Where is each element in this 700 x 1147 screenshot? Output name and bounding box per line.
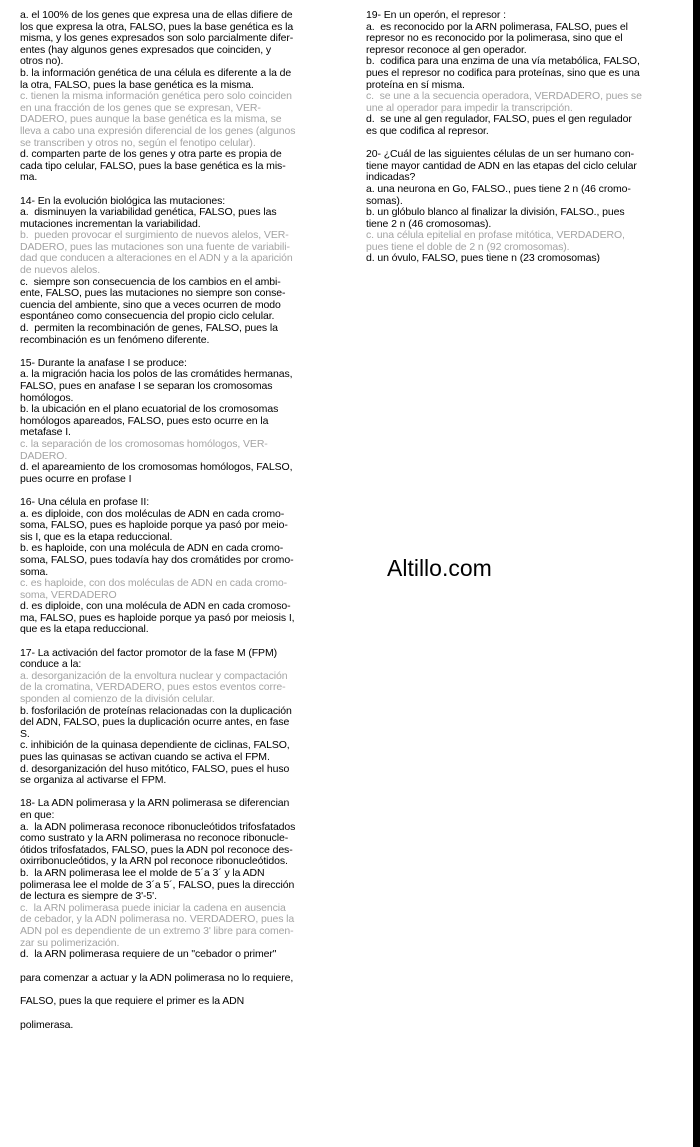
answer-option-line: soma, FALSO, pues todavía hay dos cromátides por cromo- xyxy=(20,553,294,566)
answer-continuation-line: FALSO, pues la que requiere el primer es la ADN xyxy=(20,995,245,1008)
answer-option-line: somas). xyxy=(366,194,403,207)
answer-option-line: d. desorganización del huso mitótico, FALSO, pues el huso xyxy=(20,762,290,775)
question-text-line: conduce a la: xyxy=(20,658,82,671)
question-text xyxy=(20,497,334,509)
answer-option-line: d. se une al gen regulador, FALSO, pues el gen regulador xyxy=(366,113,632,126)
answer-option-line: en una fracción de los genes que se expresan, VER- xyxy=(20,101,261,114)
answer-continuation-line: polimerasa. xyxy=(20,1018,74,1031)
answer-option-line: homólogos apareados, FALSO, pues esto ocurre en la xyxy=(20,414,269,427)
answer-option-line: d. comparten parte de los genes y otra parte es propia de xyxy=(20,148,282,161)
answer-option xyxy=(20,543,334,578)
answer-option xyxy=(366,22,680,57)
answer-option-line: soma, VERDADERO xyxy=(20,588,117,601)
answer-option-line: b. es haploide, con una molécula de ADN en cada cromo- xyxy=(20,542,284,555)
question-text-line: 18- La ADN polimerasa y la ARN polimerasa se diferencian xyxy=(20,797,290,810)
answer-option-line: zar su polimerización. xyxy=(20,936,120,949)
answer-option xyxy=(20,404,334,439)
answer-option-line: b. la información genética de una célula es diferente a la de xyxy=(20,66,292,79)
answer-option xyxy=(366,230,680,253)
answer-option-line: b. fosforilación de proteínas relacionadas con la duplicación xyxy=(20,704,292,717)
left-column xyxy=(20,10,334,1031)
answer-option-line: pues ocurre en profase I xyxy=(20,472,132,485)
answer-option xyxy=(20,578,334,601)
answer-option-line: a. la ADN polimerasa reconoce ribonucleótidos trifosfatados xyxy=(20,820,296,833)
answer-option-line: c. la separación de los cromosomas homólogos, VER- xyxy=(20,437,268,450)
answer-option-line: a. desorganización de la envoltura nuclear y compactación xyxy=(20,669,288,682)
answer-option-line: sis I, que es la etapa reduccional. xyxy=(20,530,173,543)
watermark-text: Altillo.com xyxy=(387,555,492,581)
answer-option-line: soma, FALSO, pues es haploide porque ya pasó por meio- xyxy=(20,519,288,532)
answer-option xyxy=(20,68,334,91)
answer-option-line: c. se une a la secuencia operadora, VERDADERO, pues se xyxy=(366,90,642,103)
answer-option-line: c. es haploide, con dos moléculas de ADN en cada cromo- xyxy=(20,577,288,590)
answer-option xyxy=(366,253,680,265)
question-text-line: en que: xyxy=(20,808,55,821)
answer-option-line: b. un glóbulo blanco al finalizar la división, FALSO., pues xyxy=(366,206,625,219)
answer-option-line: mutaciones incrementan la variabilidad. xyxy=(20,217,201,230)
answer-option-line: los que expresa la otra, FALSO, pues la base genética es la xyxy=(20,20,294,33)
answer-option-line: FALSO, pues en anafase I se separan los cromosomas xyxy=(20,380,273,392)
answer-option-line: sponden al comienzo de la división celular. xyxy=(20,693,215,706)
answer-option-line: c. siempre son consecuencia de los cambios en el ambi- xyxy=(20,275,281,288)
answer-option-line: de lectura es siempre de 3'-5'. xyxy=(20,890,157,903)
question-15 xyxy=(20,358,334,486)
answer-option-line: tiene 2 n (46 cromosomas). xyxy=(366,217,492,230)
right-edge-bar xyxy=(693,0,700,1147)
question-text xyxy=(20,798,334,821)
answer-option xyxy=(20,764,334,787)
question-text-line: 17- La activación del factor promotor de la fase M (FPM) xyxy=(20,646,278,659)
answer-option xyxy=(20,207,334,230)
answer-option-line: que es la etapa reduccional. xyxy=(20,623,149,636)
answer-option-line: cada tipo celular, FALSO, pues la base genética es la mis- xyxy=(20,159,286,172)
answer-option-line: se organiza al activarse el FPM. xyxy=(20,774,167,787)
answer-option-line: d. la ARN polimerasa requiere de un "cebador o primer" xyxy=(20,948,277,961)
answer-option xyxy=(366,184,680,207)
answer-option-line: c. inhibición de la quinasa dependiente de ciclinas, FALSO, xyxy=(20,739,290,752)
answer-option xyxy=(20,462,334,485)
answer-option-line: como sustrato y la ARN polimerasa no reconoce ribonucle- xyxy=(20,832,289,845)
question-text xyxy=(366,10,680,22)
answer-option xyxy=(20,149,334,184)
answer-option-line: d. permiten la recombinación de genes, FALSO, pues la xyxy=(20,322,278,335)
answer-option-line: b. la ARN polimerasa lee el molde de 5´a 3´ y la ADN xyxy=(20,866,265,879)
answer-option-line: pues el represor no codifica para proteínas, sino que es una xyxy=(366,66,640,79)
answer-option xyxy=(20,601,334,636)
answer-option-line: c. la ARN polimerasa puede iniciar la cadena en ausencia xyxy=(20,901,286,914)
answer-option-line: ótidos trifosfatados, FALSO, pues la ADN pol reconoce des- xyxy=(20,843,293,856)
answer-option-line: a. es reconocido por la ARN polimerasa, FALSO, pues el xyxy=(366,20,628,33)
question-text-line: indicadas? xyxy=(366,171,416,184)
answer-option-line: soma. xyxy=(20,565,49,578)
answer-option-line: d. es diploide, con una molécula de ADN en cada cromoso- xyxy=(20,600,291,613)
answer-option-line: d. un óvulo, FALSO, pues tiene n (23 cromosomas) xyxy=(366,252,600,265)
answer-option-line: ADN pol es dependiente de un extremo 3' libre para comen- xyxy=(20,924,294,937)
answer-option xyxy=(20,10,334,68)
question-18 xyxy=(20,798,334,960)
answer-option-line: represor reconoce al gen operador. xyxy=(366,43,527,56)
answer-option xyxy=(20,509,334,544)
question-text xyxy=(366,149,680,184)
answer-option xyxy=(366,207,680,230)
answer-option-line: DADERO, pues las mutaciones son una fuente de variabili- xyxy=(20,240,290,253)
answer-option xyxy=(20,740,334,763)
answer-option-line: de cebador, y la ADN polimerasa no. VERDADERO, pues la xyxy=(20,913,295,926)
question-17 xyxy=(20,648,334,787)
question-text-line: 20- ¿Cuál de las siguientes células de un ser humano con- xyxy=(366,148,635,161)
question-19 xyxy=(366,10,680,138)
answer-option xyxy=(20,230,334,276)
answer-option-line: b. pueden provocar el surgimiento de nuevos alelos, VER- xyxy=(20,229,289,242)
answer-option xyxy=(20,277,334,323)
answer-option-line: c. tienen la misma información genética pero solo coinciden xyxy=(20,90,292,103)
answer-option xyxy=(366,91,680,114)
answer-option-line: dad que conducen a alteraciones en el ADN y a la aparición xyxy=(20,252,293,265)
answer-option-line: se transcriben y otros no, según el fenotipo celular). xyxy=(20,136,256,149)
answer-option-line: otros no). xyxy=(20,55,64,68)
question-20 xyxy=(366,149,680,265)
answer-option xyxy=(20,369,334,404)
answer-option xyxy=(20,949,334,961)
answer-option-line: proteína en sí misma. xyxy=(366,78,465,91)
answer-option xyxy=(20,706,334,741)
question-text-line: 15- Durante la anafase I se produce: xyxy=(20,356,187,369)
answer-option-line: del ADN, FALSO, pues la duplicación ocurre antes, en fase xyxy=(20,716,290,729)
answer-option-line: cuencia del ambiente, sino que a veces ocurren de modo xyxy=(20,298,281,311)
answer-option-line: lleva a cabo una expresión diferencial de los genes (algunos xyxy=(20,124,296,137)
answer-option xyxy=(20,868,334,903)
answer-option-line: DADERO. xyxy=(20,449,68,462)
answer-continuation-line: para comenzar a actuar y la ADN polimerasa no lo requiere, xyxy=(20,971,294,984)
answer-option-line: pues las quinasas se activan cuando se activa el FPM. xyxy=(20,751,270,763)
answer-option-line: b. la ubicación en el plano ecuatorial de los cromosomas xyxy=(20,403,279,416)
answer-option-line: DADERO, pues aunque la base genética es la misma, se xyxy=(20,113,282,126)
answer-option-line: a. el 100% de los genes que expresa una de ellas difiere de xyxy=(20,9,293,21)
question-14 xyxy=(20,196,334,347)
answer-option-line: misma, y los genes expresados son solo parcialmente difer- xyxy=(20,32,294,45)
answer-option-line: S. xyxy=(20,727,30,740)
answer-option-line: ente, FALSO, pues las mutaciones no siempre son conse- xyxy=(20,287,286,300)
answer-option-line: la otra, FALSO, pues la base genética es la misma. xyxy=(20,78,254,91)
answer-option-line: de la cromatina, VERDADERO, pues estos eventos corre- xyxy=(20,681,286,694)
right-column xyxy=(366,10,680,265)
question-text xyxy=(20,648,334,671)
answer-option-line: a. es diploide, con dos moléculas de ADN en cada cromo- xyxy=(20,507,285,520)
question-text-line: 19- En un operón, el represor : xyxy=(366,9,506,21)
answer-option xyxy=(366,56,680,91)
answer-option xyxy=(20,822,334,868)
answer-option-line: homólogos. xyxy=(20,391,74,404)
answer-option-line: metafase I. xyxy=(20,426,71,439)
question-text-line: 16- Una célula en profase II: xyxy=(20,495,150,508)
answer-option-line: recombinación es un fenómeno diferente. xyxy=(20,333,210,346)
answer-option-line: a. la migración hacia los polos de las cromátides hermanas, xyxy=(20,368,293,381)
answer-option-line: represor no es reconocido por la polimerasa, sino que el xyxy=(366,32,623,45)
answer-option-line: a. una neurona en Go, FALSO., pues tiene 2 n (46 cromo- xyxy=(366,182,631,195)
answer-option xyxy=(20,903,334,949)
question-text-line: tiene mayor cantidad de ADN en las etapas del ciclo celular xyxy=(366,159,637,172)
answer-option-line: a. disminuyen la variabilidad genética, FALSO, pues las xyxy=(20,206,277,219)
answer-option-line: polimerasa lee el molde de 3´a 5´, FALSO, pues la dirección xyxy=(20,878,295,891)
answer-option-line: oxirribonucleótidos, y la ARN pol reconoce ribonucleótidos. xyxy=(20,855,288,868)
question-text-line: 14- En la evolución biológica las mutaciones: xyxy=(20,194,226,207)
answer-option-line: espontáneo como consecuencia del propio ciclo celular. xyxy=(20,310,275,323)
answer-option xyxy=(20,323,334,346)
question-16 xyxy=(20,497,334,636)
answer-option-line: b. codifica para una enzima de una vía metabólica, FALSO, xyxy=(366,55,640,68)
answer-option xyxy=(20,671,334,706)
question-18-tail xyxy=(20,973,334,1032)
answer-option-line: ma. xyxy=(20,171,38,184)
answer-option-line: entes (hay algunos genes expresados que coinciden, y xyxy=(20,43,272,56)
answer-option-line: pues tiene el doble de 2 n (92 cromosomas). xyxy=(366,240,570,253)
answer-option-line: une al operador para impedir la transcripción. xyxy=(366,101,573,114)
answer-option-line: c. una célula epitelial en profase mitótica, VERDADERO, xyxy=(366,229,625,242)
answer-option xyxy=(20,439,334,462)
answer-option-line: de nuevos alelos. xyxy=(20,264,101,277)
answer-option-line: d. el apareamiento de los cromosomas homólogos, FALSO, xyxy=(20,461,293,474)
answer-option xyxy=(366,114,680,137)
answer-option-line: es que codifica al represor. xyxy=(366,124,489,137)
answer-option-line: ma, FALSO, pues es haploide porque ya pasó por meiosis I, xyxy=(20,611,295,624)
answer-option xyxy=(20,91,334,149)
question-13-options xyxy=(20,10,334,184)
